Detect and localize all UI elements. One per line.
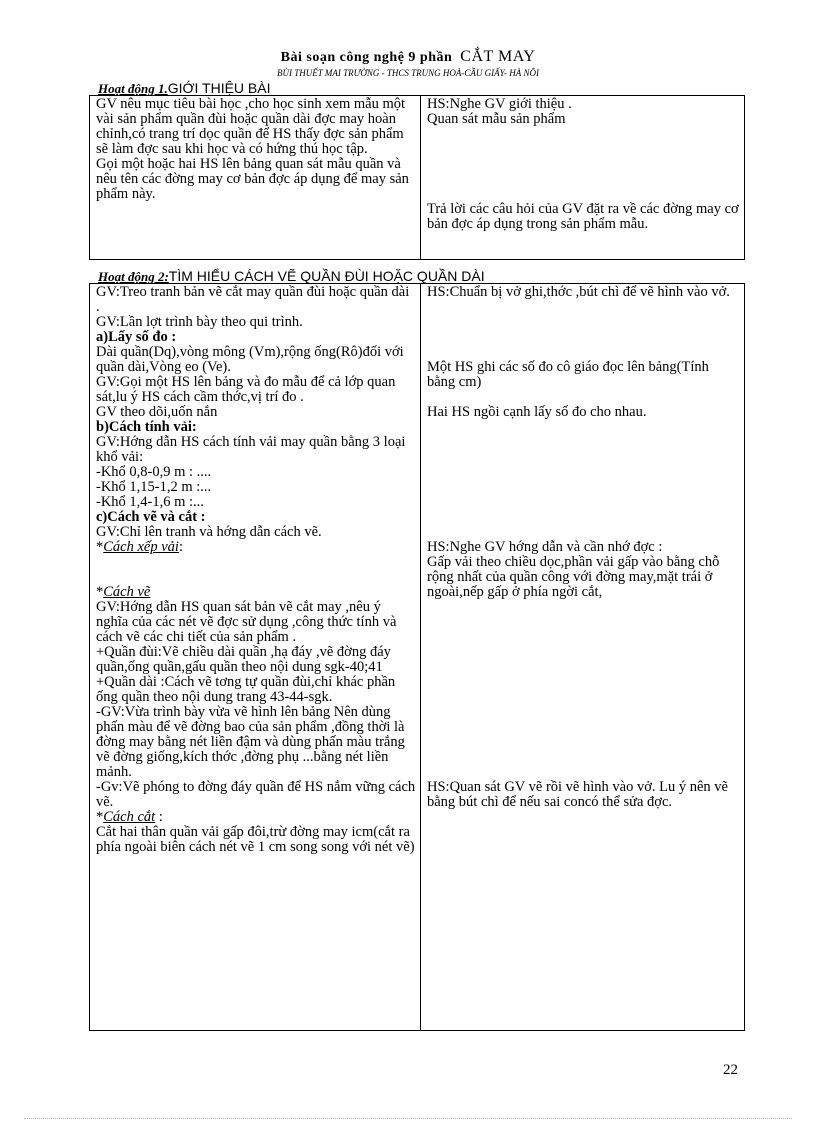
subheading-xep-vai: *Cách xếp vải: bbox=[96, 539, 183, 555]
teacher-text: GV:Chỉ lên tranh và hớng dẫn cách vẽ. bbox=[96, 524, 322, 540]
teacher-text: Dài quần(Dq),vòng mông (Vm),rộng ống(Rô)đối với quần dài,Vòng eo (Ve). bbox=[96, 344, 404, 375]
teacher-text: GV:Hớng dẫn HS quan sát bản vẽ cắt may ,nêu ý nghĩa của các nét vẽ đợc sử dụng ,công thức tính và cách vẽ các chi tiết của sản phẩm . bbox=[96, 599, 397, 645]
activity-2-heading: TÌM HIỂU CÁCH VẼ QUẦN ĐÙI HOẶC QUẦN DÀI bbox=[168, 268, 485, 284]
activity-1-heading: GIỚI THIỆU BÀI bbox=[167, 80, 271, 96]
activity-1-label: Hoạt động 1. bbox=[98, 81, 168, 96]
subheading-cach-cat: *Cách cắt : bbox=[96, 809, 163, 825]
section-b-heading: b)Cách tính vải: bbox=[96, 419, 197, 435]
teacher-text: Cắt hai thân quần vải gấp đôi,trừ đờng may icm(cắt ra phía ngoài biên cách nét vẽ 1 cm song song với nét vẽ) bbox=[96, 824, 415, 855]
teacher-text: GV:Lần lợt trình bày theo qui trình. bbox=[96, 314, 303, 330]
teacher-text: GV:Hớng dẫn HS cách tính vải may quần bằng 3 loại khổ vải: bbox=[96, 434, 406, 465]
student-text: Một HS ghi các số đo cô giáo đọc lên bảng(Tính bằng cm) bbox=[427, 359, 709, 390]
student-text: HS:Nghe GV hớng dẫn và cần nhớ đợc : bbox=[427, 539, 663, 555]
teacher-text: -Khổ 1,15-1,2 m :... bbox=[96, 479, 212, 495]
teacher-text: -Khổ 0,8-0,9 m : .... bbox=[96, 464, 212, 480]
subheading-cach-ve: *Cách vẽ bbox=[96, 584, 151, 600]
section-a-heading: a)Lấy số đo : bbox=[96, 329, 177, 345]
teacher-text: -GV:Vừa trình bày vừa vẽ hình lên bảng Nên dùng phấn màu để vẽ đờng bao của sản phẩm ,đồng thời là đờng may bằng nét liền đậm và dùng phấn màu trắng vẽ đờng giống,kích thớc ,đờng phụ ...bằng nét liền mảnh. bbox=[96, 704, 405, 780]
activity-1-teacher-cell bbox=[90, 96, 421, 260]
teacher-text: GV:Gọi một HS lên bảng và đo mẫu để cả lớp quan sát,lu ý HS cách cầm thớc,vị trí đo . bbox=[96, 374, 396, 405]
author-line: BÙI THUẾT MAI TRƯỜNG - THCS TRUNG HOÀ-CẦU GIẤY- HÀ NỘI bbox=[277, 68, 539, 76]
student-text: HS:Chuẩn bị vở ghi,thớc ,bút chì để vẽ hình vào vở. bbox=[427, 284, 730, 300]
student-text: Gấp vải theo chiều dọc,phần vải gấp vào bằng chỗ rộng nhất của quần công với đờng may,mặt trái ở ngoài,nếp gấp ở phía ngời cắt, bbox=[427, 554, 720, 600]
teacher-text: GV theo dõi,uốn nắn bbox=[96, 404, 218, 420]
activity-2-table bbox=[89, 283, 745, 1031]
section-c-heading: c)Cách vẽ và cắt : bbox=[96, 509, 206, 525]
teacher-text: GV nêu mục tiêu bài học ,cho học sinh xem mẫu một vài sản phẩm quần đùi hoặc quần dài đợc may hoàn chỉnh,có trang trí dọc quần để HS thấy đợc sản phẩm sẽ làm đợc sau khi học và có hứng thú học tập. bbox=[96, 96, 406, 157]
activity-2-teacher-cell bbox=[90, 284, 421, 1031]
title-main: Bài soạn công nghệ 9 phần bbox=[280, 50, 453, 65]
student-text: HS:Quan sát GV vẽ rồi vẽ hình vào vở. Lu ý nên vẽ bằng bút chì để nếu sai concó thể sửa đợc. bbox=[427, 779, 728, 810]
student-text: Hai HS ngồi cạnh lấy số đo cho nhau. bbox=[427, 404, 647, 420]
teacher-text: +Quần dài :Cách vẽ tơng tự quần đùi,chỉ khác phần ống quần theo nội dung trang 43-44-sgk. bbox=[96, 674, 396, 705]
page-title bbox=[0, 48, 816, 66]
teacher-text: -Gv:Vẽ phóng to đờng đáy quần để HS nắm vững cách vẽ. bbox=[96, 779, 416, 810]
activity-2-student-cell bbox=[421, 284, 745, 1031]
teacher-text: +Quần đùi:Vẽ chiều dài quần ,hạ đáy ,vẽ đờng đáy quần,ống quần,gấu quần theo nội dung sgk-40;41 bbox=[96, 644, 391, 675]
title-subject: CẮT MAY bbox=[460, 48, 536, 65]
student-text: Trả lời các câu hỏi của GV đặt ra về các đờng may cơ bản đợc áp dụng trong sản phẩm mẫu. bbox=[427, 201, 739, 232]
teacher-text: GV:Treo tranh bản vẽ cắt may quần đùi hoặc quần dài . bbox=[96, 284, 410, 315]
activity-1-student-cell bbox=[421, 96, 745, 260]
student-text: Quan sát mẫu sản phẩm bbox=[427, 111, 566, 127]
activity-1-table bbox=[89, 95, 745, 260]
page-edge-divider bbox=[24, 1118, 792, 1119]
activity-2-label: Hoạt động 2: bbox=[98, 269, 169, 284]
teacher-text: Gọi một hoặc hai HS lên bảng quan sát mẫu quần và nêu tên các đờng may cơ bản đợc áp dụng để may sản phẩm này. bbox=[96, 156, 409, 202]
student-text: HS:Nghe GV giới thiệu . bbox=[427, 96, 572, 112]
page-number: 22 bbox=[723, 1062, 738, 1078]
teacher-text: -Khổ 1,4-1,6 m :... bbox=[96, 494, 204, 510]
